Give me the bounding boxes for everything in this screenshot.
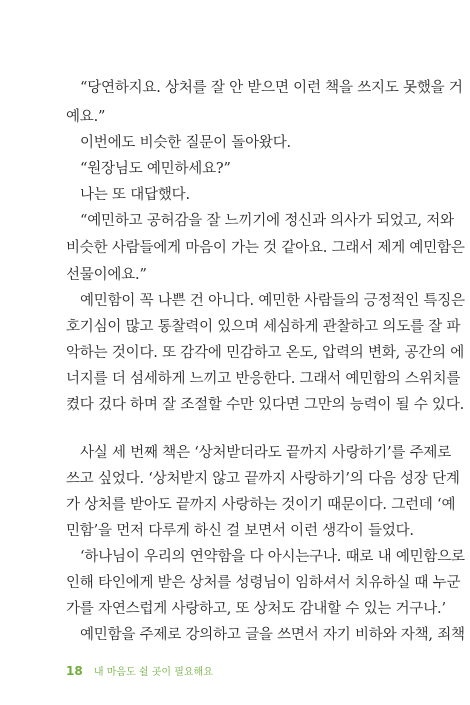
text-line: 비슷한 사람들에게 마음이 가는 것 같아요. 그래서 제게 예민함은 xyxy=(66,240,465,256)
text-line: “원장님도 예민하세요?” xyxy=(80,161,231,177)
text-line: “당연하지요. 상처를 잘 안 받으면 이런 책을 쓰지도 못했을 거 xyxy=(80,80,463,96)
text-line: 예민함을 주제로 강의하고 글을 쓰면서 자기 비하와 자책, 죄책 xyxy=(80,627,465,643)
text-line: 켰다 겄다 하며 잘 조절할 수만 있다면 그만의 능력이 될 수 있다. xyxy=(66,397,465,413)
text-line: 예민함이 꼭 나쁜 건 아니다. 예민한 사람들의 긍정적인 특징은 xyxy=(80,293,465,309)
text-line: ‘하나님이 우리의 연약함을 다 아시는구나. 때로 내 예민함으로 xyxy=(80,549,465,565)
text-line: “예민하고 공허감을 잘 느끼기에 정신과 의사가 되었고, 저와 xyxy=(80,213,454,229)
page-footer xyxy=(66,665,213,679)
page-number: 18 xyxy=(66,664,83,678)
text-line: 악하는 것이다. 또 감각에 민감하고 온도, 압력의 변화, 공간의 에 xyxy=(66,345,465,361)
text-line: 사실 세 번째 책은 ‘상처받더라도 끝까지 사랑하기’를 주제로 xyxy=(80,445,452,461)
text-line: 나는 또 대답했다. xyxy=(80,187,190,203)
text-line: 가를 자연스럽게 사랑하고, 또 상처도 감내할 수 있는 거구나.’ xyxy=(66,601,446,617)
text-line: 쓰고 싶었다. ‘상처받지 않고 끝까지 사랑하기’의 다음 성장 단계 xyxy=(66,471,460,487)
text-line: 인해 타인에게 받은 상처를 성령님이 임하셔서 치유하실 때 누군 xyxy=(66,575,461,591)
text-line: 선물이에요.” xyxy=(66,267,147,283)
text-line: 호기심이 많고 통찰력이 있으며 세심하게 관찰하고 의도를 잘 파 xyxy=(66,319,461,335)
text-line: 예요.” xyxy=(66,109,106,125)
text-line: 민함’을 먼저 다루게 하신 걸 보면서 이런 생각이 들었다. xyxy=(66,523,414,539)
text-line: 이번에도 비슷한 질문이 돌아왔다. xyxy=(80,135,291,151)
text-line: 너지를 더 섬세하게 느끼고 반응한다. 그래서 예민함의 스위치를 xyxy=(66,371,461,387)
running-title: 내 마음도 쉴 곳이 필요해요 xyxy=(93,667,213,678)
text-line: 가 상처를 받아도 끝까지 사랑하는 것이기 때문이다. 그런데 ‘예 xyxy=(66,497,456,513)
